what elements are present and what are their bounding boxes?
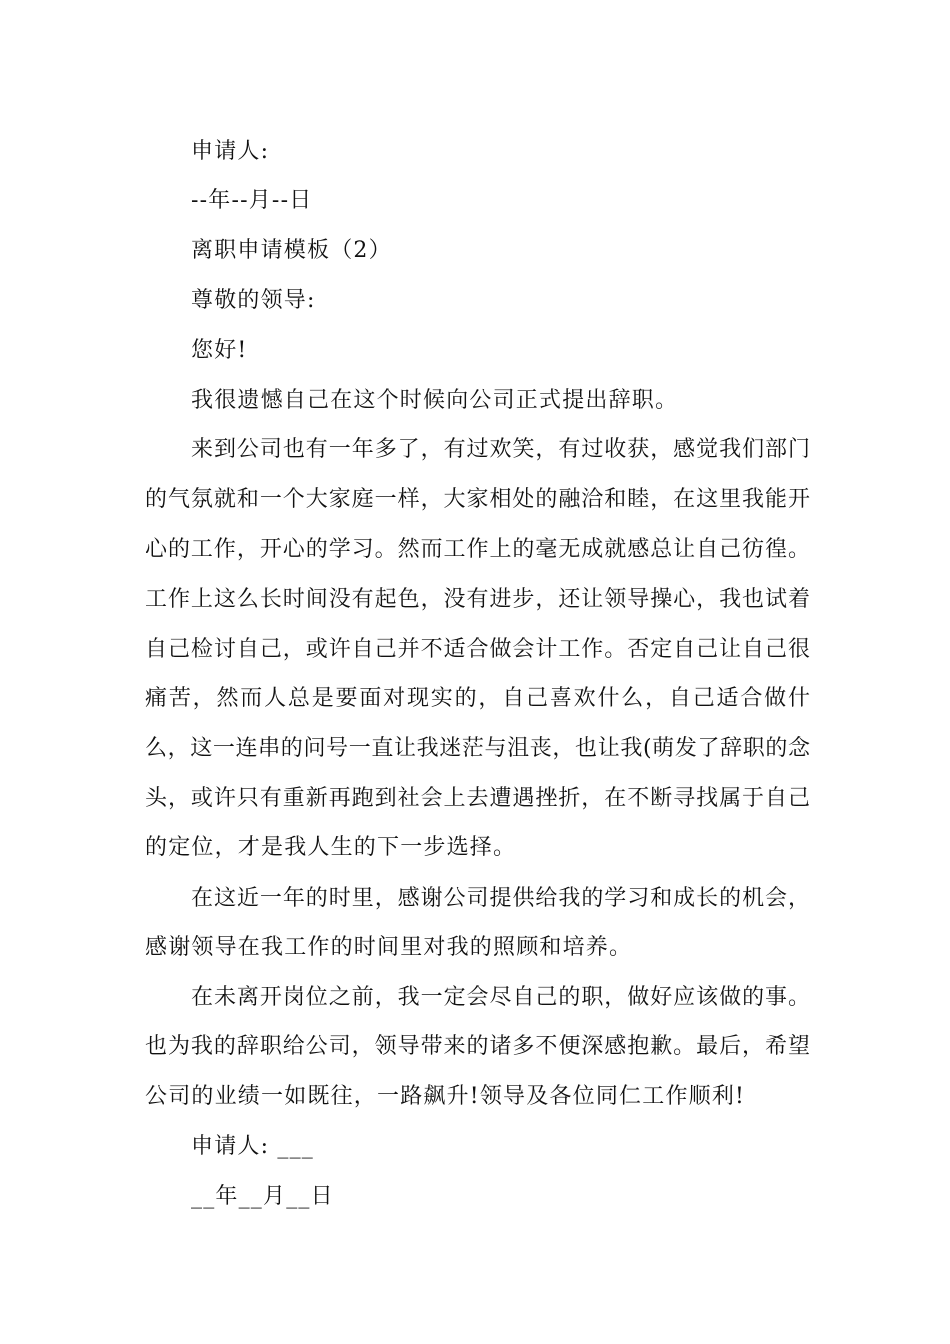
applicant-label-bottom: 申请人: ___ [191, 1134, 315, 1159]
paragraph3-line: 也为我的辞职给公司，领导带来的诸多不便深感抱歉。最后，希望 [145, 1034, 810, 1059]
paragraph1-line: 的气氛就和一个大家庭一样，大家相处的融洽和睦，在这里我能开 [145, 487, 810, 512]
paragraph1-line: 工作上这么长时间没有起色，没有进步，还让领导操心，我也试着 [145, 587, 810, 612]
paragraph1-line: 痛苦，然而人总是要面对现实的，自己喜欢什么，自己适合做什 [145, 686, 810, 711]
paragraph1-line: 么，这一连串的问号一直让我迷茫与沮丧，也让我(萌发了辞职的念 [145, 736, 810, 761]
applicant-label-top: 申请人: [191, 139, 270, 164]
paragraph1-line: 心的工作，开心的学习。然而工作上的毫无成就感总让自己彷徨。 [145, 537, 810, 562]
paragraph3-line: 在未离开岗位之前，我一定会尽自己的职，做好应该做的事。 [191, 985, 810, 1010]
paragraph1-line: 来到公司也有一年多了，有过欢笑，有过收获，感觉我们部门 [191, 437, 810, 462]
salutation: 尊敬的领导: [191, 288, 316, 313]
template-title: 离职申请模板（2） [191, 238, 392, 263]
paragraph2-line: 感谢领导在我工作的时间里对我的照顾和培养。 [145, 935, 633, 960]
paragraph1-line: 自己检讨自己，或许自己并不适合做会计工作。否定自己让自己很 [145, 637, 810, 662]
date-line-top: --年--月--日 [191, 188, 313, 213]
paragraph3-line: 公司的业绩一如既往，一路飙升!领导及各位同仁工作顺利! [145, 1084, 746, 1109]
paragraph2-line: 在这近一年的时里，感谢公司提供给我的学习和成长的机会， [191, 886, 810, 911]
greeting: 您好! [191, 338, 248, 363]
paragraph1-line: 头，或许只有重新再跑到社会上去遭遇挫折，在不断寻找属于自己 [145, 786, 810, 811]
paragraph1-line: 的定位，才是我人生的下一步选择。 [145, 835, 517, 860]
opening-sentence: 我很遗憾自己在这个时候向公司正式提出辞职。 [191, 388, 679, 413]
date-line-bottom: __年__月__日 [191, 1184, 334, 1209]
